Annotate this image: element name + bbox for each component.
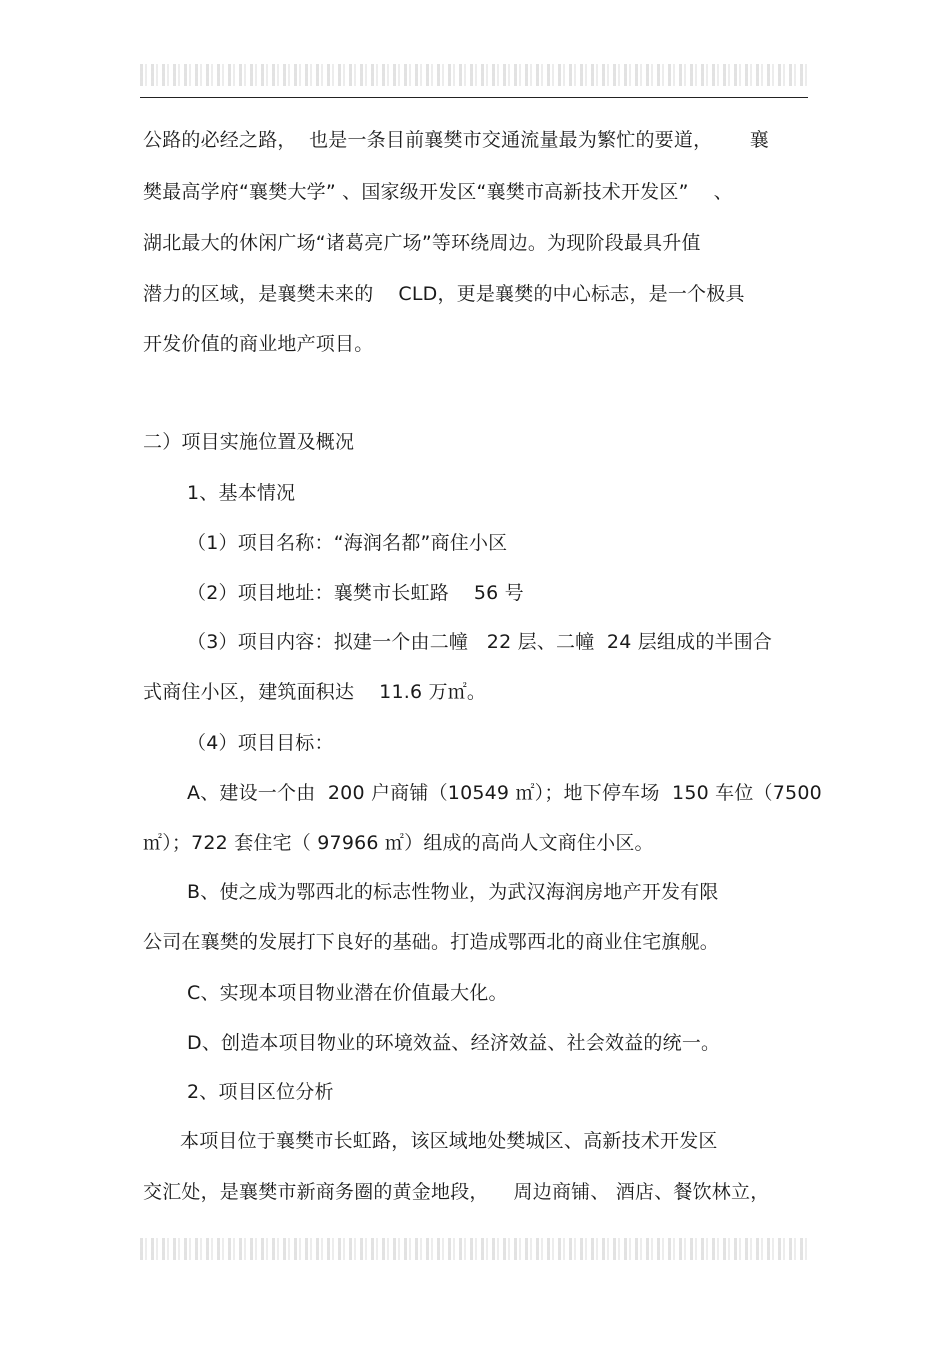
- text-line: 公司在襄樊的发展打下良好的基础。打造成鄂西北的商业住宅旗舰。: [143, 931, 720, 953]
- list-item: D、创造本项目物业的环境效益、经济效益、社会效益的统一。: [187, 1032, 721, 1054]
- section-heading: 二）项目实施位置及概况: [143, 431, 355, 453]
- text-line: 交汇处，是襄樊市新商务圈的黄金地段， 周边商铺、 酒店、餐饮林立，: [143, 1181, 770, 1203]
- list-item: B、使之成为鄂西北的标志性物业，为武汉海润房地产开发有限: [187, 881, 719, 903]
- text-line: 公路的必经之路， 也是一条目前襄樊市交通流量最为繁忙的要道， 襄: [143, 129, 769, 151]
- text-line: 开发价值的商业地产项目。: [143, 333, 374, 355]
- list-item: （3）项目内容：拟建一个由二幢 22 层、二幢 24 层组成的半围合: [187, 631, 773, 653]
- list-item: C、实现本项目物业潜在价值最大化。: [187, 982, 508, 1004]
- text-line: ㎡）；722 套住宅（ 97966 ㎡）组成的高尚人文商住小区。: [143, 832, 654, 854]
- header-rule: [140, 97, 808, 98]
- text-line: 潜力的区域，是襄樊未来的 CLD，更是襄樊的中心标志，是一个极具: [143, 283, 745, 305]
- text-line: 本项目位于襄樊市长虹路，该区域地处樊城区、高新技术开发区: [180, 1130, 718, 1152]
- list-item: （2）项目地址：襄樊市长虹路 56 号: [187, 582, 524, 604]
- list-item: （1）项目名称：“海润名都”商住小区: [187, 532, 508, 554]
- subsection-heading: 1、基本情况: [187, 482, 296, 504]
- header-noise: [140, 64, 810, 86]
- subsection-heading: 2、项目区位分析: [187, 1081, 334, 1103]
- list-item: （4）项目目标：: [187, 732, 334, 754]
- footer-noise: [140, 1238, 810, 1260]
- text-line: 式商住小区，建筑面积达 11.6 万㎡。: [143, 681, 487, 703]
- text-line: 樊最高学府“襄樊大学” 、国家级开发区“襄樊市高新技术开发区” 、: [143, 181, 733, 203]
- list-item: A、建设一个由 200 户商铺（10549 ㎡）；地下停车场 150 车位（7500: [187, 782, 822, 804]
- text-line: 湖北最大的休闲广场“诸葛亮广场”等环绕周边。为现阶段最具升值: [143, 232, 701, 254]
